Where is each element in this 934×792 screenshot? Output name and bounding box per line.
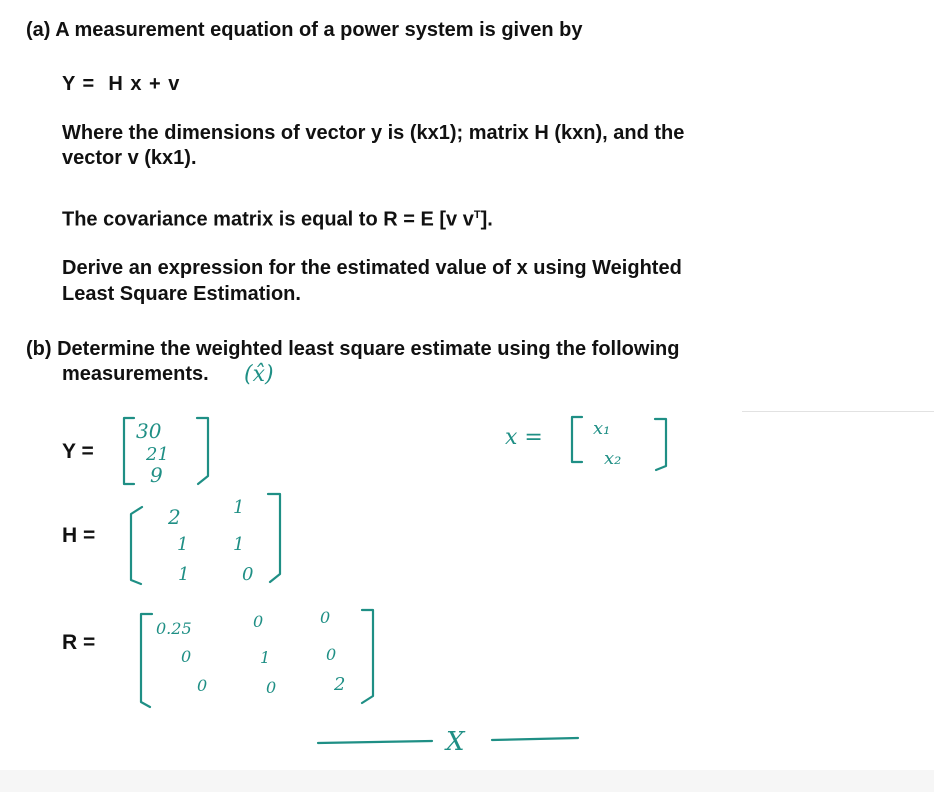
r-r1c3: 0 (320, 608, 331, 627)
r-r3c2: 0 (266, 678, 277, 697)
covariance-text: The covariance matrix is equal to R = E [v v (62, 208, 474, 231)
x-right-bracket (655, 419, 666, 470)
y-value-1: 30 (136, 419, 162, 443)
dimensions-line-1: Where the dimensions of vector y is (kx1); matrix H (kxn), and the (62, 122, 685, 144)
r-r3c3: 2 (334, 674, 346, 695)
part-a-intro: (a) A measurement equation of a power system is given by (26, 19, 583, 41)
y-value-3: 9 (150, 463, 163, 487)
h-right-bracket (268, 494, 280, 582)
xhat-annotation: (x̂) (244, 362, 274, 387)
x-left-bracket (572, 417, 582, 462)
page-bottom-band (0, 770, 934, 792)
r-r2c2: 1 (260, 648, 271, 667)
end-mark: X (446, 727, 465, 757)
r-r2c3: 0 (326, 645, 337, 664)
h-r3c2: 0 (242, 564, 254, 585)
h-r3c1: 1 (178, 564, 190, 585)
r-r1c2: 0 (253, 612, 264, 631)
label-y: Y = (62, 440, 94, 463)
derive-line-2: Least Square Estimation. (62, 283, 301, 305)
end-rule-right (492, 738, 578, 740)
y-value-2: 21 (146, 444, 169, 465)
r-r1c1: 0.25 (156, 619, 192, 638)
r-r2c1: 0 (181, 647, 192, 666)
dimensions-line-2: vector v (kx1). (62, 147, 197, 169)
x-vector-label: x = (505, 425, 543, 450)
y-left-bracket (124, 418, 134, 484)
y-right-bracket (197, 418, 208, 484)
h-left-bracket (131, 507, 142, 584)
part-b-line-2: measurements. (62, 363, 209, 385)
derive-line-1: Derive an expression for the estimated value of x using Weighted (62, 257, 682, 279)
x-element-1: x₁ (593, 418, 611, 439)
transpose-superscript: T (473, 209, 481, 221)
measurement-equation: Y = H x + v (62, 73, 181, 95)
label-h: H = (62, 524, 96, 547)
r-left-bracket (141, 614, 152, 707)
h-r2c1: 1 (177, 534, 189, 555)
x-element-2: x₂ (604, 448, 622, 469)
r-r3c1: 0 (197, 676, 208, 695)
h-r2c2: 1 (233, 534, 245, 555)
r-right-bracket (362, 610, 373, 703)
covariance-suffix: ]. (480, 208, 493, 231)
end-rule-left (318, 741, 432, 743)
h-r1c1: 2 (168, 505, 181, 529)
label-r: R = (62, 631, 96, 654)
part-b-line-1: (b) Determine the weighted least square estimate using the following (26, 338, 680, 360)
h-r1c2: 1 (233, 497, 245, 518)
